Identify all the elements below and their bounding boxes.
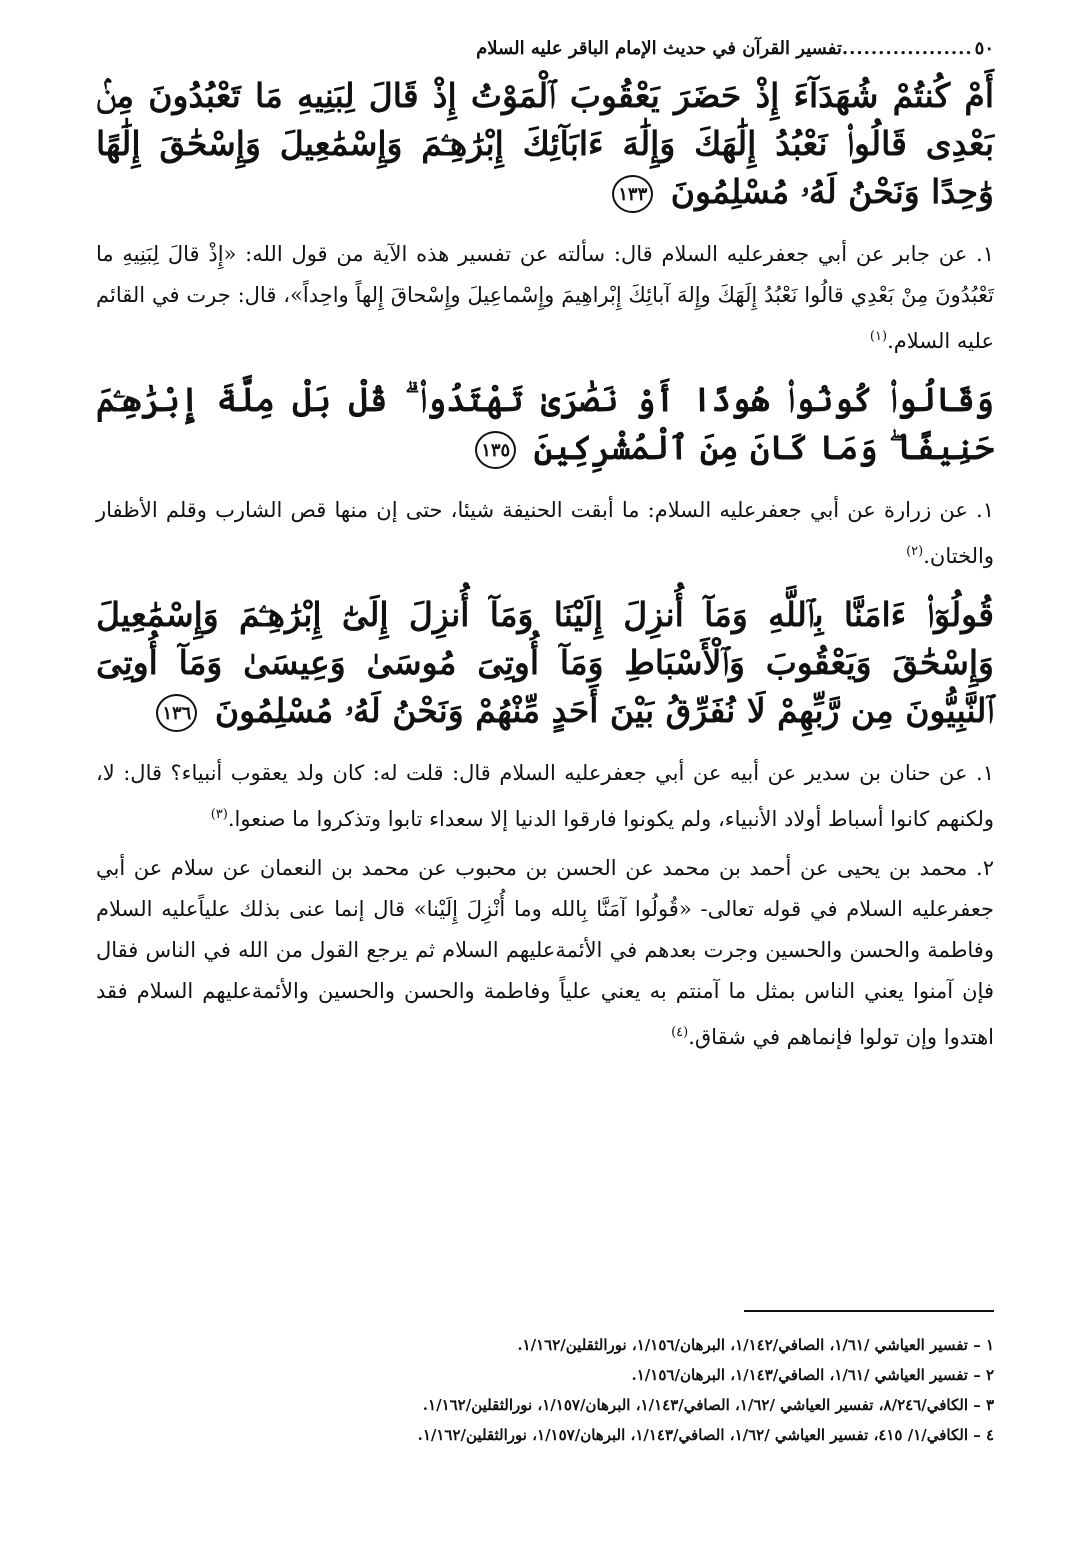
- verse-text: وَقَالُوا۟ كُونُوا۟ هُودًا أَوْ نَصَٰرَىٰ تَهْتَدُوا۟ ۗ قُلْ بَلْ مِلَّةَ إِبْرَٰهِـۧمَ حَنِيفًا ۖ وَمَا كَانَ مِنَ ٱلْمُشْرِكِينَ: [96, 380, 994, 467]
- hadith-text: ١. عن زرارة عن أبي جعفرعليه السلام: ما أبقت الحنيفة شيئا، حتى إن منها قص الشارب وقلم الأظفار والختان.: [96, 498, 994, 568]
- footnote-divider: [744, 1310, 994, 1312]
- header-dots: ..................: [841, 38, 973, 59]
- running-header: [96, 38, 994, 68]
- hadith-text: ١. عن جابر عن أبي جعفرعليه السلام قال: سألته عن تفسير هذه الآية من قول الله: «إِذْ قالَ لِبَنِيهِ ما تَعْبُدُونَ مِنْ بَعْدِي قالُوا نَعْبُدُ إِلَهَكَ وإِلهَ آبائِكَ إِبْراهِيمَ وإِسْماعِيلَ وإِسْحاقَ إِلهاً واحِداً»، قال: جرت في القائم عليه السلام.: [96, 242, 994, 353]
- quran-verse-136: [96, 591, 994, 735]
- footnote-1: ١ – تفسير العياشي /١/٦١، الصافي/١/١٤٢، البرهان/١/١٥٦، نورالثقلين/١/١٦٢.: [517, 1336, 994, 1354]
- footnote-3: ٣ – الكافي/٨/٢٤٦، تفسير العياشي /١/٦٢، الصافي/١/١٤٣، البرهان/١/١٥٧، نورالثقلين/١/١٦٢.: [422, 1396, 994, 1414]
- verse-text: قُولُوٓا۟ ءَامَنَّا بِٱللَّهِ وَمَآ أُنزِلَ إِلَيْنَا وَمَآ أُنزِلَ إِلَىٰٓ إِبْرَٰهِـۧمَ وَإِسْمَٰعِيلَ وَإِسْحَٰقَ وَيَعْقُوبَ وَٱلْأَسْبَاطِ وَمَآ أُوتِىَ مُوسَىٰ وَعِيسَىٰ وَمَآ أُوتِىَ ٱلنَّبِيُّونَ مِن رَّبِّهِمْ لَا نُفَرِّقُ بَيْنَ أَحَدٍ مِّنْهُمْ وَنَحْنُ لَهُۥ مُسْلِمُونَ: [96, 595, 994, 730]
- verse-number-badge: ١٣٦: [156, 694, 197, 732]
- verse-text: أَمْ كُنتُمْ شُهَدَآءَ إِذْ حَضَرَ يَعْقُوبَ ٱلْمَوْتُ إِذْ قَالَ لِبَنِيهِ مَا تَعْبُدُونَ مِنۢ بَعْدِى قَالُوا۟ نَعْبُدُ إِلَٰهَكَ وَإِلَٰهَ ءَابَآئِكَ إِبْرَٰهِـۧمَ وَإِسْمَٰعِيلَ وَإِسْحَٰقَ إِلَٰهًا وَٰحِدًا وَنَحْنُ لَهُۥ مُسْلِمُونَ: [96, 76, 994, 211]
- verse-number-badge: ١٣٥: [475, 431, 516, 469]
- hadith-text: ١. عن حنان بن سدير عن أبيه عن أبي جعفرعليه السلام قال: قلت له: كان ولد يعقوب أنبياء؟ قال: لا، ولكنهم كانوا أسباط أولاد الأنبياء، ولم يكونوا فارقوا الدنيا إلا سعداء تابوا وتذكروا ما صنعوا.: [96, 761, 994, 831]
- hadith-paragraph: [96, 234, 994, 362]
- footnotes: [96, 1330, 994, 1450]
- hadith-paragraph: [96, 490, 994, 577]
- hadith-paragraph: [96, 753, 994, 840]
- page-number: ٥٠: [974, 38, 994, 59]
- footnote-ref[interactable]: (٣): [210, 807, 228, 822]
- quran-verse-133: [96, 72, 994, 216]
- header-title: تفسير القرآن في حديث الإمام الباقر عليه السلام: [476, 38, 842, 59]
- hadith-text: ٢. محمد بن يحيى عن أحمد بن محمد عن الحسن بن محبوب عن محمد بن النعمان عن سلام عن أبي جعفرعليه السلام في قوله تعالى- «قُولُوا آمَنَّا بِالله وما أُنْزِلَ إِلَيْنا» قال إنما عنى بذلك علياًعليه السلام وفاطمة والحسن والحسين وجرت بعدهم في الأئمةعليهم السلام ثم يرجع القول من الله في الناس فقال فإن آمنوا يعني الناس بمثل ما آمنتم به يعني علياً وفاطمة والحسن والحسين والأئمةعليهم السلام فقد اهتدوا وإن تولوا فإنماهم في شقاق.: [96, 856, 994, 1049]
- footnote-ref[interactable]: (٢): [906, 544, 924, 559]
- hadith-paragraph: [96, 848, 994, 1058]
- footnote-2: ٢ – تفسير العياشي /١/٦١، الصافي/١/١٤٣، البرهان/١/١٥٦.: [631, 1366, 994, 1384]
- footnote-ref[interactable]: (١): [869, 329, 888, 344]
- verse-number-badge: ١٣٣: [612, 175, 653, 213]
- footnote-4: ٤ – الكافي/١/ ٤١٥، تفسير العياشي /١/٦٢، الصافي/١/١٤٣، البرهان/١/١٥٧، نورالثقلين/١/١٦٢.: [417, 1426, 994, 1444]
- footnote-ref[interactable]: (٤): [671, 1025, 689, 1040]
- quran-verse-135: [96, 376, 994, 472]
